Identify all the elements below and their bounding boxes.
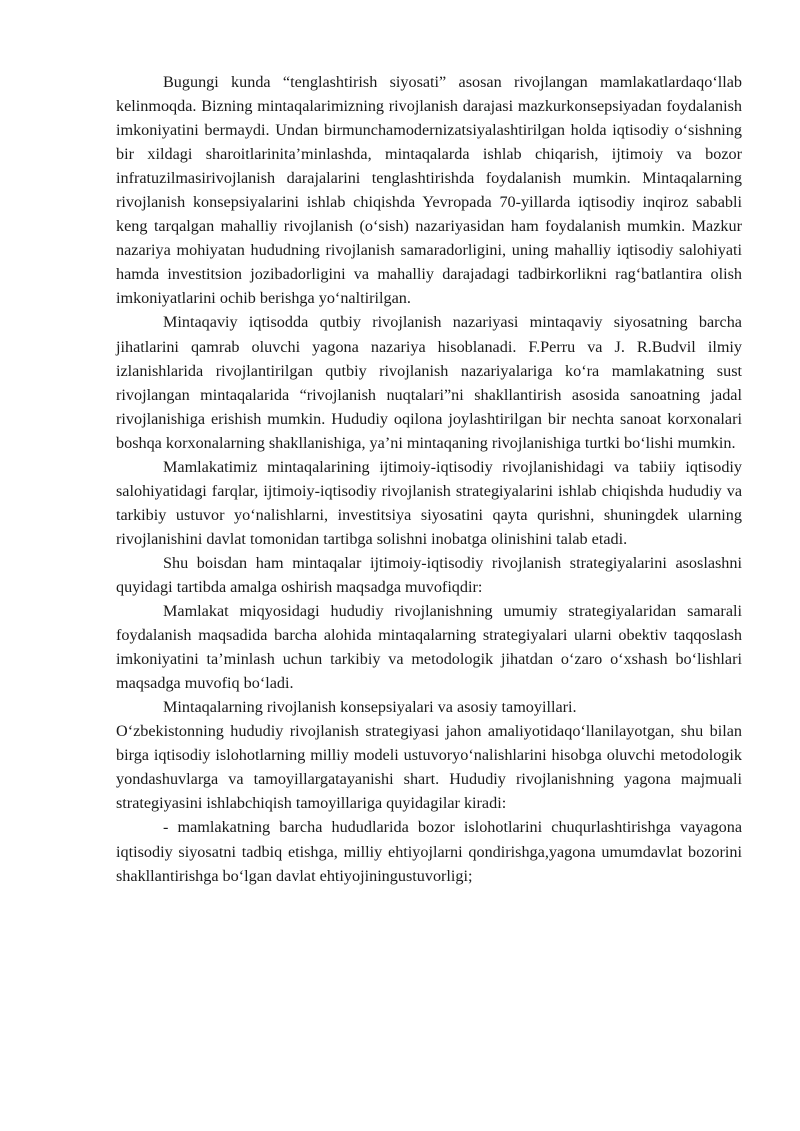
- paragraph-regional-differences: Mamlakatimiz mintaqalarining ijtimoiy-iqtisodiy rivojlanishidagi va tabiiy iqtisodiy salohiyatidagi farqlar, ijtimoiy-iqtisodiy rivojlanish strategiyalarini ishlab chiqishda hududiy va tarkibiy ustuvor yo‘nalishlarni, investitsiya siyosatini qayta qurishni, shuningdek ularning rivojlanishini davlat tomonidan tartibga solishni inobatga olinishini talab etadi.: [116, 457, 742, 548]
- paragraph-comparable-strategies: Mamlakat miqyosidagi hududiy rivojlanishning umumiy strategiyalaridan samarali foydalanish maqsadida barcha alohida mintaqalarning strategiyalari ularni obektiv taqqoslash imkoniyatini ta’minlash uchun tarkibiy va metodologik jihatdan o‘zaro o‘xshash bo‘lishlari maqsadga muvofiq bo‘ladi.: [116, 602, 742, 693]
- paragraph-polar-development: Mintaqaviy iqtisodda qutbiy rivojlanish nazariyasi mintaqaviy siyosatning barcha jihatlarini qamrab oluvchi yagona nazariya hisoblanadi. F.Perru va J. R.Budvil ilmiy izlanishlarida rivojlantirilgan qutbiy rivojlanish nazariyalariga ko‘ra mamlakatning sust rivojlangan mintaqalarida “rivojlanish nuqtalari”ni shakllantirish asosida sanoatning jadal rivojlanishiga erishish mumkin. Hududiy oqilona joylashtirilgan bir nechta sanoat korxonalari boshqa korxonalarning shakllanishiga, ya’ni mintaqaning rivojlanishiga turtki bo‘lishi mumkin.: [116, 313, 742, 452]
- paragraph-section-heading: Mintaqalarning rivojlanish konsepsiyalari va asosiy tamoyillari.: [163, 698, 577, 717]
- paragraph-strategy-order: Shu boisdan ham mintaqalar ijtimoiy-iqtisodiy rivojlanish strategiyalarini asoslashni quyidagi tartibda amalga oshirish maqsadga muvofiqdir:: [116, 553, 742, 596]
- document-page: [116, 70, 742, 888]
- paragraph-equalization-policy: Bugungi kunda “tenglashtirish siyosati” asosan rivojlangan mamlakatlardaqo‘llab kelinmoqda. Bizning mintaqalarimizning rivojlanish darajasi mazkurkonsepsiyadan foydalanish imkoniyatini bermaydi. Undan birmunchamodernizatsiyalashtirilgan holda iqtisodiy o‘sishning bir xildagi sharoitlarinita’minlashda, mintaqalarda ishlab chiqarish, ijtimoiy va bozor infratuzilmasirivojlanish darajalarini tenglashtirishda foydalanish mumkin. Mintaqalarning rivojlanish konsepsiyalarini ishlab chiqishda Yevropada 70-yillarda iqtisodiy inqiroz sababli keng tarqalgan mahalliy rivojlanish (o‘sish) nazariyasidan ham foydalanish mumkin. Mazkur nazariya mohiyatan hududning rivojlanish samaradorligini, uning mahalliy iqtisodiy salohiyati hamda investitsion jozibadorligini va mahalliy darajadagi tadbirkorlikni rag‘batlantira olish imkoniyatlarini ochib berishga yo‘naltirilgan.: [116, 73, 742, 308]
- paragraph-uzbekistan-strategy: O‘zbekistonning hududiy rivojlanish strategiyasi jahon amaliyotidaqo‘llanilayotgan, shu bilan birga iqtisodiy islohotlarning milliy modeli ustuvoryo‘nalishlarini hisobga oluvchi metodologik yondashuvlarga va tamoyillargatayanishi shart. Hududiy rivojlanishning yagona majmuali strategiyasini ishlabchiqish tamoyillariga quyidagilar kiradi:: [116, 722, 742, 813]
- paragraph-list-item: - mamlakatning barcha hududlarida bozor islohotlarini chuqurlashtirishga vayagona iqtisodiy siyosatni tadbiq etishga, milliy ehtiyojlarni qondirishga,yagona umumdavlat bozorini shakllantirishga bo‘lgan davlat ehtiyojiningustuvorligi;: [116, 818, 742, 885]
